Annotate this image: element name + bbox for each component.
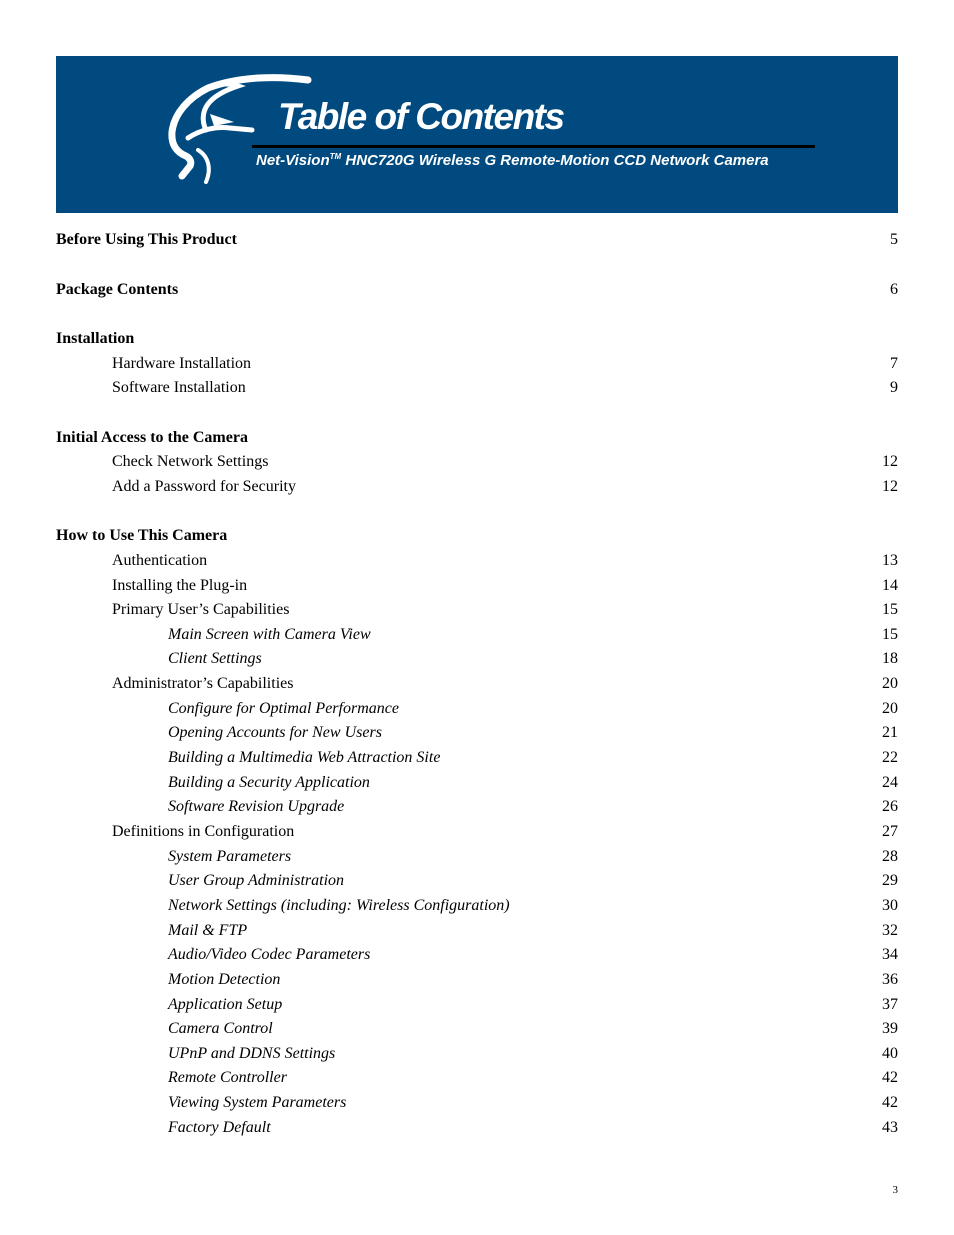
toc-entry-label: Initial Access to the Camera: [56, 429, 248, 446]
toc-entry-page: 12: [882, 453, 898, 470]
toc-entry[interactable]: [56, 993, 898, 1017]
toc-entry-page: 39: [882, 1020, 898, 1037]
toc-entry-page: 15: [882, 601, 898, 618]
toc-entry-page: 21: [882, 724, 898, 741]
toc-entry[interactable]: [56, 1116, 898, 1140]
toc-entry[interactable]: [56, 697, 898, 721]
toc-entry[interactable]: [56, 795, 898, 819]
toc-entry-page: 28: [882, 848, 898, 865]
toc-entry[interactable]: [56, 574, 898, 598]
toc-entry-label: Installing the Plug-in: [112, 577, 248, 594]
toc-entry-page: 22: [882, 749, 898, 766]
toc-entry-label: Audio/Video Codec Parameters: [168, 946, 371, 963]
toc-entry-label: Administrator’s Capabilities: [112, 675, 294, 692]
toc-entry-page: 29: [882, 872, 898, 889]
toc-entry[interactable]: [56, 475, 898, 499]
toc-entry-page: 20: [882, 700, 898, 717]
toc-entry-label: Factory Default: [168, 1119, 271, 1136]
banner-title: Table of Contents: [278, 96, 564, 137]
toc-entry[interactable]: [56, 943, 898, 967]
toc-entry-label: Add a Password for Security: [112, 478, 296, 495]
toc-entry[interactable]: [56, 549, 898, 573]
toc-entry-label: Primary User’s Capabilities: [112, 601, 290, 618]
toc-entry-label: Authentication: [112, 552, 208, 569]
toc-entry-label: Before Using This Product: [56, 231, 237, 248]
toc-entry-label: Hardware Installation: [112, 355, 252, 372]
toc-entry-page: 36: [882, 971, 898, 988]
toc-entry-page: 42: [882, 1069, 898, 1086]
header-banner: [56, 56, 898, 213]
toc-entry-label: Application Setup: [168, 996, 283, 1013]
toc-entry-label: System Parameters: [168, 848, 292, 865]
toc-entry-page: 34: [882, 946, 898, 963]
toc-entry[interactable]: [56, 376, 898, 400]
toc-entry-page: 42: [882, 1094, 898, 1111]
toc-entry-label: How to Use This Camera: [56, 527, 228, 544]
toc-entry-label: Camera Control: [168, 1020, 273, 1037]
toc-entry-page: 37: [882, 996, 898, 1013]
toc-entry-label: Client Settings: [168, 650, 262, 667]
toc-entry[interactable]: [56, 869, 898, 893]
toc-entry[interactable]: [56, 278, 898, 302]
toc-entry-label: Check Network Settings: [112, 453, 269, 470]
toc-entry-label: Software Installation: [112, 379, 246, 396]
banner-subtitle: [256, 152, 769, 169]
toc-entry-page: 5: [890, 231, 898, 248]
toc-entry[interactable]: [56, 894, 898, 918]
toc-entry[interactable]: [56, 1017, 898, 1041]
toc-entry[interactable]: [56, 524, 898, 548]
toc-entry-label: Motion Detection: [168, 971, 281, 988]
toc-entry-label: Building a Security Application: [168, 774, 370, 791]
toc-entry[interactable]: [56, 327, 898, 351]
toc-entry[interactable]: [56, 598, 898, 622]
toc-entry-page: 18: [882, 650, 898, 667]
toc-entry-label: Building a Multimedia Web Attraction Site: [168, 749, 441, 766]
toc-entry[interactable]: [56, 1091, 898, 1115]
toc-entry[interactable]: [56, 1066, 898, 1090]
toc-entry-page: 12: [882, 478, 898, 495]
toc-entry-page: 26: [882, 798, 898, 815]
toc-entry-page: 13: [882, 552, 898, 569]
trademark-mark: TM: [329, 152, 342, 161]
page-number: 3: [892, 1184, 898, 1196]
toc-entry-label: Viewing System Parameters: [168, 1094, 347, 1111]
toc-entry-page: 7: [890, 355, 898, 372]
toc-entry-label: Opening Accounts for New Users: [168, 724, 382, 741]
toc-entry[interactable]: [56, 919, 898, 943]
toc-entry-label: Software Revision Upgrade: [168, 798, 345, 815]
toc-entry[interactable]: [56, 820, 898, 844]
toc-entry-page: 40: [882, 1045, 898, 1062]
toc-entry[interactable]: [56, 771, 898, 795]
subtitle-brand: Net-Vision: [256, 152, 330, 169]
toc-entry[interactable]: [56, 228, 898, 252]
toc-entry[interactable]: [56, 450, 898, 474]
toc-entry[interactable]: [56, 721, 898, 745]
toc-entry[interactable]: [56, 426, 898, 450]
toc-entry[interactable]: [56, 352, 898, 376]
toc-entry-page: 32: [882, 922, 898, 939]
toc-entry-page: 20: [882, 675, 898, 692]
toc-entry-label: Installation: [56, 330, 135, 347]
toc-entry-page: 30: [882, 897, 898, 914]
toc-entry[interactable]: [56, 647, 898, 671]
toc-entry-page: 27: [882, 823, 898, 840]
banner-divider: [252, 145, 815, 148]
toc-entry-page: 15: [882, 626, 898, 643]
toc-entry[interactable]: [56, 845, 898, 869]
subtitle-product: HNC720G Wireless G Remote-Motion CCD Network Camera: [341, 152, 769, 169]
toc-entry-page: 43: [882, 1119, 898, 1136]
toc-entry-label: UPnP and DDNS Settings: [168, 1045, 336, 1062]
toc-entry[interactable]: [56, 1042, 898, 1066]
toc-entry-page: 14: [882, 577, 898, 594]
toc-entry-label: Package Contents: [56, 281, 179, 298]
toc-entry-label: User Group Administration: [168, 872, 345, 889]
toc-entry[interactable]: [56, 672, 898, 696]
toc-entry-label: Network Settings (including: Wireless Configuration): [168, 897, 510, 914]
toc-entry[interactable]: [56, 968, 898, 992]
toc-entry-label: Definitions in Configuration: [112, 823, 295, 840]
toc-entry[interactable]: [56, 746, 898, 770]
toc-entry-page: 24: [882, 774, 898, 791]
toc-entry[interactable]: [56, 623, 898, 647]
toc-entry-label: Configure for Optimal Performance: [168, 700, 399, 717]
toc-entry-page: 6: [890, 281, 898, 298]
toc-entry-page: 9: [890, 379, 898, 396]
toc-entry-label: Main Screen with Camera View: [168, 626, 371, 643]
toc-entry-label: Remote Controller: [168, 1069, 287, 1086]
toc-entry-label: Mail & FTP: [168, 922, 248, 939]
